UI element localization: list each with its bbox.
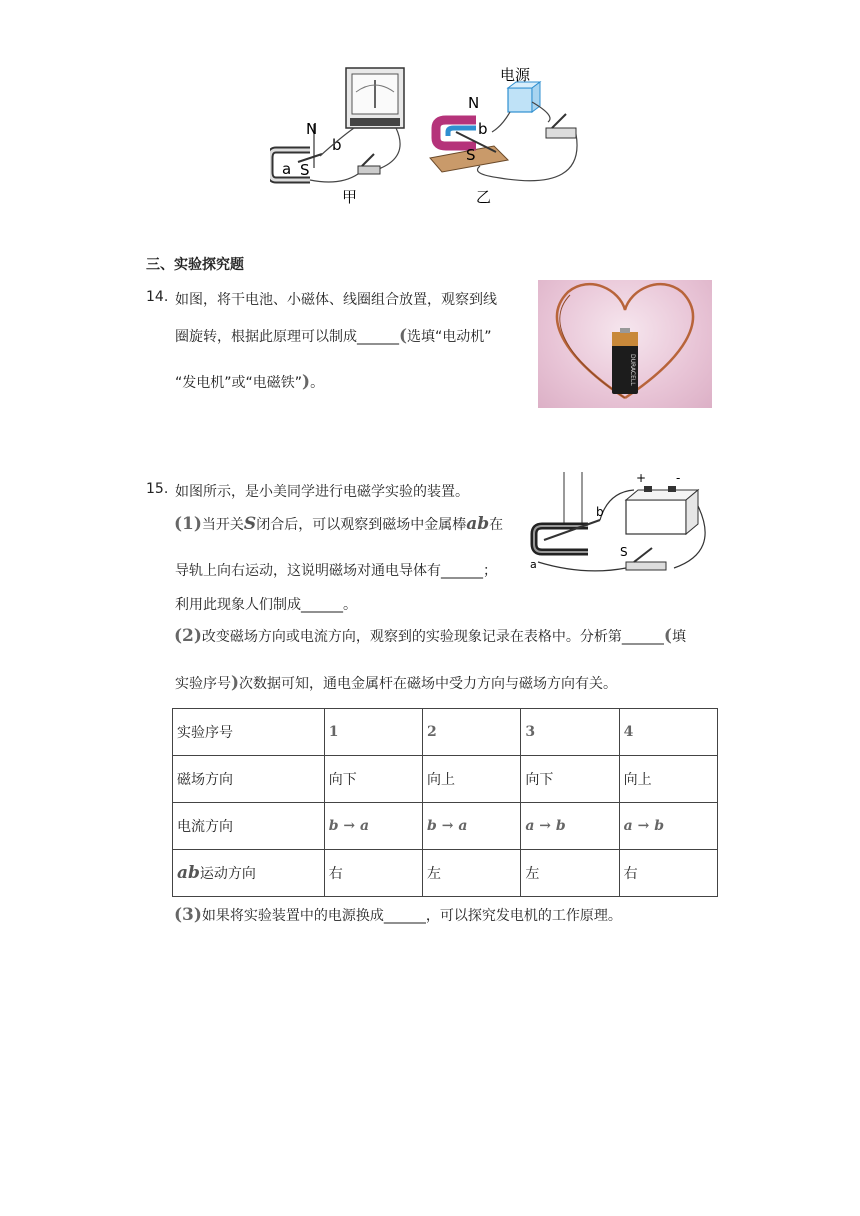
q15-part2-line2-a: 实验序号 <box>175 676 231 692</box>
q14-paren-open: ( <box>399 326 408 346</box>
q15-rod-symbol: ab <box>466 514 490 534</box>
table-cell: b → a <box>324 803 422 850</box>
label-s-left: S <box>300 161 310 179</box>
fig15-minus: - <box>676 472 681 485</box>
table-cell: 3 <box>521 709 619 756</box>
switch-left-icon <box>358 154 380 174</box>
label-b-right: b <box>478 120 488 138</box>
q14-line3-end: 。 <box>310 375 325 391</box>
table-row-header <box>173 803 325 850</box>
switch-rail-icon <box>626 548 666 570</box>
fig15-a: a <box>530 558 537 571</box>
apparatus-figure-top <box>270 62 590 210</box>
label-s-right: S <box>466 146 476 164</box>
battery-label: DURACELL <box>629 354 636 386</box>
label-jia: 甲 <box>342 188 358 206</box>
table-cell: 向上 <box>619 756 717 803</box>
label-b-left: b <box>332 136 342 154</box>
q14-line3-text: “发电机”或“电磁铁” <box>175 375 303 391</box>
q14-paren-close: ) <box>302 372 311 392</box>
table-row-header <box>173 756 325 803</box>
table-cell: 向下 <box>521 756 619 803</box>
table-cell: a → b <box>619 803 717 850</box>
table-cell: 向上 <box>423 756 521 803</box>
table-row-header <box>173 850 325 897</box>
q15-part2-marker: (2) <box>174 626 202 646</box>
label-yi: 乙 <box>476 188 492 206</box>
table-row-header-text: 电流方向 <box>177 819 233 835</box>
q14-line2-a: 圈旋转，根据此原理可以制成______ <box>175 329 399 345</box>
table-row <box>173 709 718 756</box>
q14-line3 <box>175 372 324 392</box>
q15-part1-marker: (1) <box>174 514 202 534</box>
table-row-header-text: 运动方向 <box>199 866 256 882</box>
table-row-header-text: 磁场方向 <box>177 772 233 788</box>
q15-use-line: 利用此现象人们制成______。 <box>175 597 357 613</box>
table-cell: b → a <box>423 803 521 850</box>
q14-line1: 如图，将干电池、小磁体、线圈组合放置，观察到线 <box>175 292 497 308</box>
q14-line2-b: 选填“电动机” <box>407 329 492 345</box>
q15-part2-line2-b: 次数据可知，通电金属杆在磁场中受力方向与磁场方向有关。 <box>239 676 618 692</box>
q15-part2-text-b: 填 <box>671 629 686 645</box>
table-row <box>173 803 718 850</box>
q15-part1-text-c: 在 <box>489 517 504 533</box>
rail-apparatus-figure <box>524 472 716 578</box>
q15-part2-line1 <box>174 626 686 646</box>
q14-line2 <box>175 326 492 346</box>
q15-part1-text-b: 闭合后，可以观察到磁场中金属棒 <box>256 517 467 533</box>
q15-part1-text-a: 当开关 <box>201 517 244 533</box>
q15-part2-line2 <box>175 673 617 693</box>
q14-number: 14. <box>146 289 169 305</box>
power-box-icon <box>508 82 540 112</box>
label-n-right: N <box>468 94 480 112</box>
table-row <box>173 756 718 803</box>
fig15-b: b <box>596 505 604 519</box>
table-cell: 左 <box>521 850 619 897</box>
table-row-header <box>173 709 325 756</box>
table-cell: 2 <box>423 709 521 756</box>
table-cell: 左 <box>423 850 521 897</box>
section-title: 三、实验探究题 <box>146 257 244 273</box>
fig15-s: S <box>620 545 628 559</box>
fig15-plus: + <box>636 472 647 485</box>
heart-coil-icon <box>538 280 712 408</box>
q15-rail-line: 导轨上向右运动，这说明磁场对通电导体有______； <box>175 563 497 579</box>
table-cell: 右 <box>619 850 717 897</box>
table-row-header-math: ab <box>177 863 200 883</box>
q15-part2-paren: ( <box>663 626 672 646</box>
q15-number: 15. <box>146 481 169 497</box>
table-cell: 右 <box>324 850 422 897</box>
label-a-left: a <box>282 160 292 178</box>
galvanometer-icon <box>346 68 404 128</box>
experiment-table <box>172 708 718 897</box>
q15-part2-text-a: 改变磁场方向或电流方向，观察到的实验现象记录在表格中。分析第______ <box>201 629 664 645</box>
label-n-left: N <box>306 120 318 138</box>
table-cell: 4 <box>619 709 717 756</box>
q15-part2-paren-close: ) <box>231 673 240 693</box>
label-power: 电源 <box>500 66 531 84</box>
q15-part3-text: 如果将实验装置中的电源换成______，可以探究发电机的工作原理。 <box>201 908 622 924</box>
q15-line1: 如图所示，是小美同学进行电磁学实验的装置。 <box>175 484 469 500</box>
table-cell: 1 <box>324 709 422 756</box>
table-cell: 向下 <box>324 756 422 803</box>
battery-coil-photo <box>538 280 712 408</box>
q15-part1-line1 <box>174 514 503 534</box>
table-cell: a → b <box>521 803 619 850</box>
table-row <box>173 850 718 897</box>
q15-part3-line <box>174 905 622 925</box>
horseshoe-magnet-rail-icon <box>534 526 588 552</box>
table-row-header-text: 实验序号 <box>177 725 233 741</box>
q15-part3-marker: (3) <box>174 905 202 925</box>
q15-switch-symbol: S <box>243 514 257 534</box>
battery-box-icon <box>626 486 698 534</box>
